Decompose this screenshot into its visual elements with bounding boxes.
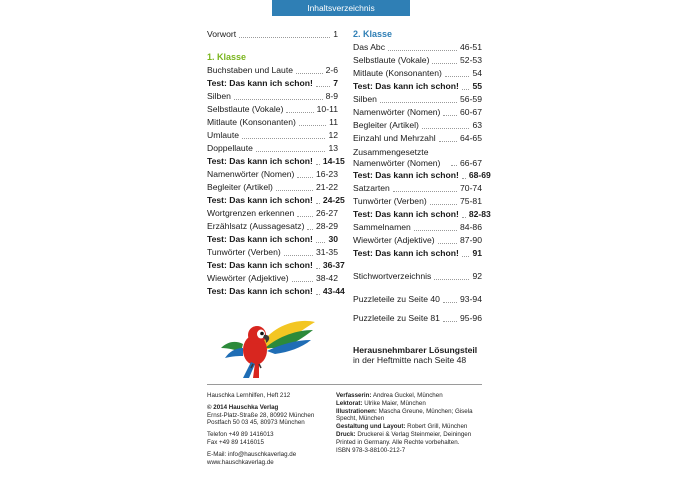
toc-page: 14-15 (322, 156, 345, 166)
leader-dots (380, 102, 457, 103)
toc-page: 54 (472, 68, 482, 78)
leader-dots (462, 217, 466, 218)
credit-name: Ulrike Maier, München (362, 399, 426, 407)
leader-dots (242, 138, 325, 139)
toc-entry[interactable] (353, 182, 482, 195)
credit-role: Druck: (336, 430, 356, 438)
leader-dots (297, 177, 313, 178)
toc-label: Selbstlaute (Vokale) (353, 55, 430, 65)
toc-entry[interactable] (353, 67, 482, 80)
toc-page: 10-11 (316, 104, 338, 114)
toc-entry-puzzle-81[interactable] (353, 312, 482, 325)
credit-line (336, 408, 486, 424)
imprint-series: Hauschka Lernhilfen, Heft 212 (207, 392, 291, 399)
leader-dots (445, 76, 470, 77)
leader-dots (443, 321, 457, 322)
toc-label: Begleiter (Artikel) (353, 120, 419, 130)
leader-dots (414, 230, 457, 231)
toc-entry[interactable] (207, 142, 338, 155)
toc-entry[interactable] (353, 106, 482, 119)
toc-page: 7 (333, 78, 338, 88)
imprint-copyright: © 2014 Hauschka Verlag (207, 403, 279, 411)
toc-label: Test: Das kann ich schon! (207, 156, 313, 166)
leader-dots (292, 281, 313, 282)
toc-entry[interactable] (353, 234, 482, 247)
toc-page: 26-27 (316, 208, 338, 218)
leader-dots (316, 294, 320, 295)
credit-name: Andrea Guckel, München (371, 392, 443, 399)
parrot-illustration (213, 318, 318, 380)
toc-entry[interactable] (353, 93, 482, 106)
imprint-website[interactable]: www.hauschkaverlag.de (207, 458, 274, 466)
toc-label: Das Abc (353, 42, 386, 52)
toc-label: Silben (353, 94, 377, 104)
toc-label: Tunwörter (Verben) (207, 247, 281, 257)
toc-label: Satzarten (353, 183, 390, 193)
toc-entry[interactable] (353, 145, 482, 169)
toc-label: Vorwort (207, 29, 237, 39)
toc-label: Test: Das kann ich schon! (207, 195, 313, 205)
toc-label: Mitlaute (Konsonanten) (353, 68, 442, 78)
leader-dots (443, 115, 457, 116)
toc-right-column (353, 28, 491, 325)
toc-label: Tunwörter (Verben) (353, 196, 427, 206)
toc-label: Wiewörter (Adjektive) (353, 235, 435, 245)
credit-role: Lektorat: (336, 399, 363, 407)
toc-label: Test: Das kann ich schon! (207, 234, 313, 244)
toc-page: 36-37 (322, 260, 345, 270)
credits-list (336, 392, 486, 439)
toc-label: Namenwörter (Nomen) (207, 169, 295, 179)
section-title-klasse-1: 1. Klasse (207, 52, 247, 62)
leader-dots (451, 165, 457, 166)
toc-entry[interactable] (207, 116, 338, 129)
leader-dots (443, 302, 457, 303)
toc-page: 93-94 (460, 294, 482, 304)
toc-entry[interactable] (207, 64, 338, 77)
toc-label: Test: Das kann ich schon! (353, 81, 459, 91)
imprint-phone: Telefon +49 89 1416013 (207, 431, 274, 439)
toc-label: Zusammengesetzte Namenwörter (Nomen) (353, 147, 441, 168)
toc-entry[interactable] (353, 132, 482, 145)
toc-label: Silben (207, 91, 231, 101)
toc-page: 46-51 (460, 42, 482, 52)
toc-label: Umlaute (207, 130, 239, 140)
toc-entry[interactable] (353, 221, 482, 234)
leader-dots (297, 216, 313, 217)
toc-label: Erzählsatz (Aussagesatz) (207, 221, 305, 231)
leader-dots (276, 190, 313, 191)
toc-page: 52-53 (460, 55, 482, 65)
credit-role: Gestaltung und Layout: (336, 423, 406, 431)
toc-page: 56-59 (460, 94, 482, 104)
leader-dots (438, 243, 457, 244)
imprint-divider (207, 384, 482, 385)
toc-label: Namenwörter (Nomen) (353, 107, 441, 117)
toc-label: Test: Das kann ich schon! (353, 209, 459, 219)
toc-page: 75-81 (460, 196, 482, 206)
toc-entry[interactable] (207, 285, 345, 298)
section-title-klasse-2: 2. Klasse (353, 29, 393, 39)
toc-page: 11 (329, 117, 338, 127)
leader-dots (286, 112, 313, 113)
toc-label: Puzzleteile zu Seite 40 (353, 294, 440, 304)
credit-line (336, 423, 486, 431)
toc-label: Test: Das kann ich schon! (207, 286, 313, 296)
toc-label: Wiewörter (Adjektive) (207, 273, 289, 283)
toc-label: Test: Das kann ich schon! (353, 170, 459, 180)
toc-entry[interactable] (207, 233, 338, 246)
toc-label: Wortgrenzen erkennen (207, 208, 295, 218)
toc-entry-puzzle-40[interactable] (353, 293, 482, 306)
imprint-credits (336, 392, 486, 454)
toc-entry[interactable] (207, 103, 338, 116)
toc-page: 70-74 (460, 183, 482, 193)
toc-entry[interactable] (207, 168, 338, 181)
toc-label: Sammelnamen (353, 222, 411, 232)
loesungsteil-text: in der Heftmitte nach Seite 48 (353, 355, 467, 365)
leader-dots (299, 125, 326, 126)
toc-page: 12 (328, 130, 338, 140)
toc-entry-vorwort[interactable] (207, 28, 338, 41)
toc-label: Selbstlaute (Vokale) (207, 104, 284, 114)
toc-entry[interactable] (207, 246, 338, 259)
toc-page: 66-67 (460, 158, 482, 168)
credit-line (336, 400, 486, 408)
toc-page: 8-9 (325, 91, 338, 101)
toc-entry[interactable] (353, 208, 491, 221)
leader-dots (316, 268, 320, 269)
imprint-email[interactable]: E-Mail: info@hauschkaverlag.de (207, 450, 297, 458)
toc-entry[interactable] (207, 181, 338, 194)
toc-entry[interactable] (353, 119, 482, 132)
imprint-address: Postfach 50 03 45, 80973 München (207, 419, 305, 427)
toc-label: Mitlaute (Konsonanten) (207, 117, 296, 127)
toc-entry[interactable] (353, 41, 482, 54)
credit-name: Druckerei & Verlag Steinmeier, Deiningen (355, 430, 472, 438)
toc-page: 91 (472, 248, 482, 258)
toc-page: 68-69 (468, 170, 491, 180)
credit-role: Illustrationen: (336, 407, 377, 415)
toc-entry[interactable] (353, 247, 482, 260)
leader-dots (462, 178, 466, 179)
toc-entry[interactable] (207, 155, 345, 168)
toc-page: 38-42 (316, 273, 338, 283)
leader-dots (462, 256, 470, 257)
toc-entry[interactable] (207, 194, 345, 207)
toc-page: 63 (472, 120, 482, 130)
toc-list-klasse-2 (353, 41, 491, 260)
toc-entry[interactable] (207, 207, 338, 220)
toc-entry[interactable] (207, 77, 338, 90)
leader-dots (284, 255, 313, 256)
toc-entry[interactable] (353, 195, 482, 208)
toc-left-column (207, 28, 345, 298)
credit-name: Robert Grill, München (405, 423, 468, 431)
credit-line (336, 431, 486, 439)
credit-role: Verfasserin: (336, 392, 372, 399)
toc-page: 43-44 (322, 286, 345, 296)
leader-dots (439, 141, 457, 142)
leader-dots (256, 151, 326, 152)
leader-dots (316, 86, 330, 87)
toc-entry[interactable] (353, 80, 482, 93)
leader-dots (393, 191, 457, 192)
toc-label: Einzahl und Mehrzahl (353, 133, 436, 143)
leader-dots (462, 89, 470, 90)
toc-page: 21-22 (316, 182, 338, 192)
toc-entry[interactable] (353, 54, 482, 67)
toc-label: Begleiter (Artikel) (207, 182, 273, 192)
toc-entry[interactable] (207, 220, 338, 233)
imprint-fax: Fax +49 89 1416015 (207, 438, 264, 446)
toc-page: 24-25 (322, 195, 345, 205)
toc-page: 64-65 (460, 133, 482, 143)
imprint-isbn: ISBN 978-3-88100-212-7 (336, 446, 406, 454)
toc-page: 28-29 (316, 221, 338, 231)
toc-page: 31-35 (316, 247, 338, 257)
toc-page: 82-83 (468, 209, 491, 219)
leader-dots (422, 128, 470, 129)
leader-dots (239, 37, 330, 38)
toc-label: Test: Das kann ich schon! (353, 248, 459, 258)
toc-entry[interactable] (353, 169, 491, 182)
leader-dots (388, 50, 457, 51)
toc-entry[interactable] (207, 90, 338, 103)
credit-line (336, 392, 486, 400)
leader-dots (234, 99, 323, 100)
imprint-address: Ernst-Platz-Straße 28, 80992 München (207, 411, 315, 419)
toc-entry-stichwort[interactable] (353, 270, 482, 283)
toc-page: 92 (472, 271, 482, 281)
toc-label: Test: Das kann ich schon! (207, 78, 313, 88)
toc-page: 60-67 (460, 107, 482, 117)
toc-page: 95-96 (460, 313, 482, 323)
toc-page: 2-6 (325, 65, 338, 75)
leader-dots (432, 63, 457, 64)
loesungsteil-note (353, 345, 477, 365)
imprint-printed: Printed in Germany. Alle Rechte vorbehalten. (336, 438, 460, 446)
toc-entry[interactable] (207, 259, 345, 272)
leader-dots (296, 73, 323, 74)
toc-entry[interactable] (207, 129, 338, 142)
toc-page: 84-86 (460, 222, 482, 232)
toc-label: Buchstaben und Laute (207, 65, 294, 75)
toc-page: 13 (328, 143, 338, 153)
leader-dots (307, 229, 313, 230)
toc-page: 16-23 (316, 169, 338, 179)
header-title: Inhaltsverzeichnis (272, 0, 410, 16)
leader-dots (434, 279, 469, 280)
imprint-publisher (207, 392, 327, 466)
leader-dots (316, 164, 320, 165)
toc-label: Puzzleteile zu Seite 81 (353, 313, 440, 323)
leader-dots (430, 204, 457, 205)
toc-page: 1 (333, 29, 338, 39)
toc-label: Doppellaute (207, 143, 253, 153)
toc-page: 87-90 (460, 235, 482, 245)
toc-page: 30 (328, 234, 338, 244)
toc-page: 55 (472, 81, 482, 91)
toc-label: Test: Das kann ich schon! (207, 260, 313, 270)
leader-dots (316, 242, 326, 243)
toc-entry[interactable] (207, 272, 338, 285)
credit-name: Mascha Greune, München; Gisela Specht, München (336, 407, 473, 423)
leader-dots (316, 203, 320, 204)
toc-label: Stichwortverzeichnis (353, 271, 432, 281)
loesungsteil-title: Herausnehmbarer Lösungsteil (353, 345, 478, 355)
toc-list-klasse-1 (207, 64, 345, 298)
